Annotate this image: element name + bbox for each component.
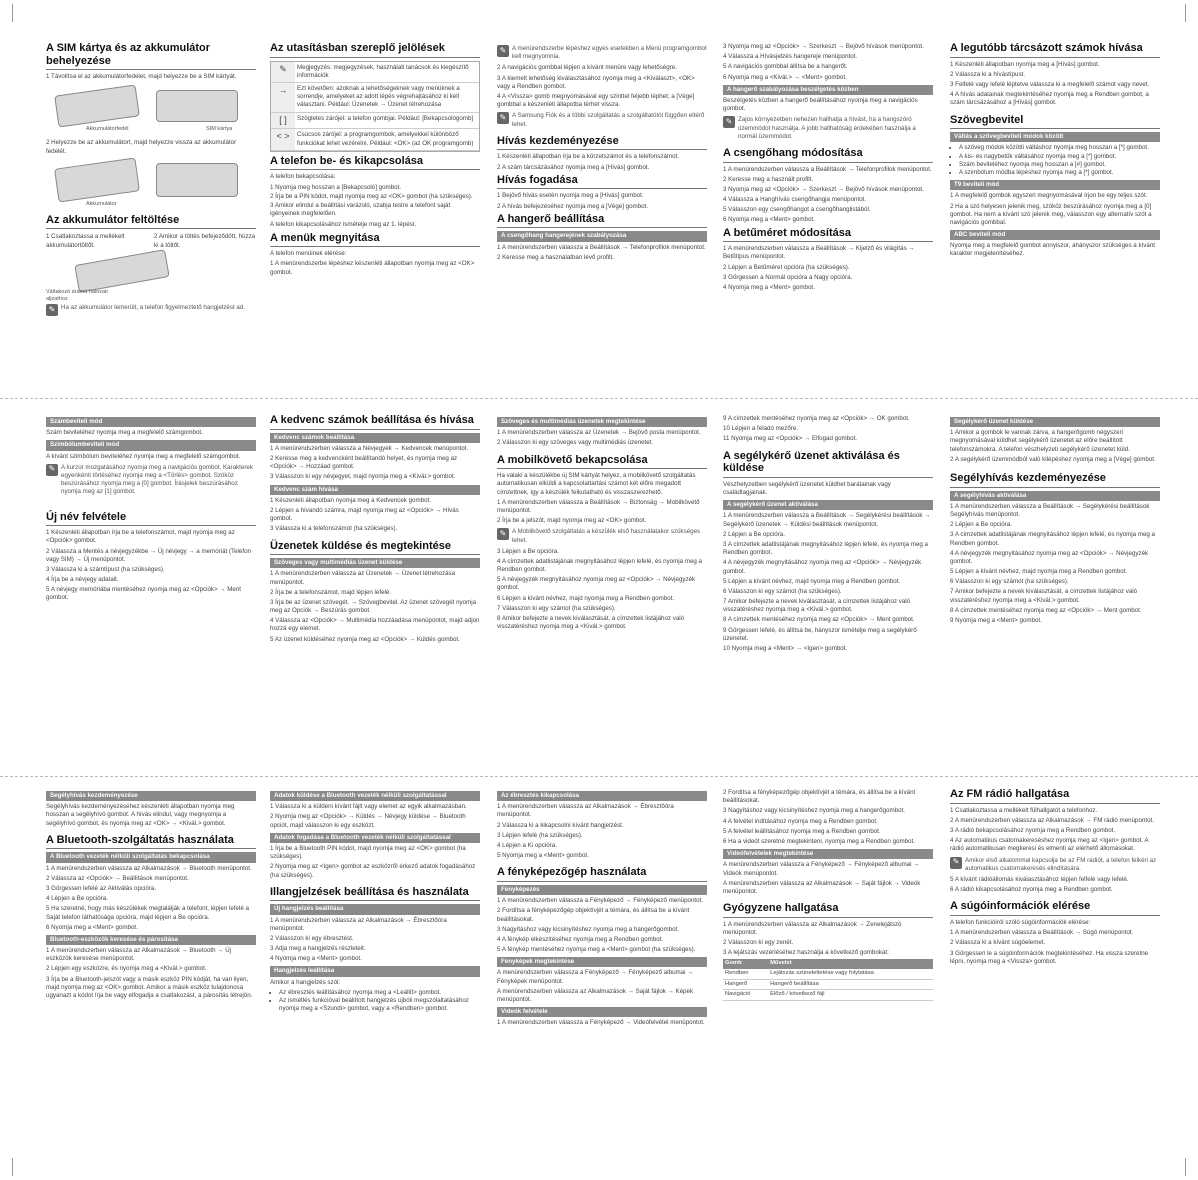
note: ✎ A Mobilkövető szolgáltatás a készülék első használatakor szükséges lehet. — [497, 528, 707, 544]
column-3: ✎ A menürendszerbe lépéshez egyes esetekben a Menü programgombot kell megnyomnia. 2 A navigációs gombbal lépjen a kívánt menüre vagy lehetőségre. 3 A kiemelt lehetőség kiválasztásához nyomja meg a <Kiválaszt>, <OK> vagy a Rendben gombot. 4 A <Vissza> gomb megnyomásával egy szinttel feljebb léphet; a [Vége] gombbal a készenléti állapotba térhet vissza. ✎ A Samsung Fiók és a többi szolgáltatás a szolgáltatótól függően eltérő lehet. Hívás kezdeményezése 1 Készenléti állapotban írja be a körzetszámot és a telefonszámot. 2 A szám tárcsázásához nyomja meg a [Hívás] gombot. Hívás fogadása 1 Bejövő hívás esetén nyomja meg a [Hívás] gombot. 2 A hívás befejezéséhez nyomja meg a [Vége] gombot. A hangerő beállítása A csengőhang hangerejének szabályozása 1 A menürendszerben válassza a Beállítások → Telefonprofilok menüpontot. 2 Keresse meg a használatban lévő profilt. — [497, 45, 707, 261]
column-1: Számbeviteli mód Szám beviteléhez nyomja meg a megfelelő számgombot. Szimbólumbeviteli mód A kívánt szimbólum beviteléhez nyomja meg a megfelelő számgombot. ✎ A kurzor mozgatásához nyomja meg a navigációs gombot. Karakterek egyenkénti törléséhez nyomja meg a <Törlés> gombot. Szóköz beszúrásához nyomja meg a [0] gombot. Írásjelek beszúrásához nyomja meg az [1] gombot. Új név felvétele 1 Készenléti állapotban írja be a telefonszámot, majd nyomja meg az <Opciók> gombot. 2 Válassza a Mentés a névjegyzékbe → Új névjegy → a memóriát (Telefon vagy SIM) → Új menüpontot. 3 Válassza ki a számtípust (ha szükséges). 4 Írja be a névjegy adatait. 5 A névjegy memóriába mentéséhez nyomja meg az <Opciók> → Ment gombot. — [46, 414, 256, 605]
crop-mark — [12, 4, 13, 22]
panel-row-3 — [0, 788, 1198, 1158]
phone-sim-illustration — [156, 90, 238, 122]
column-1: A SIM kártya és az akkumulátor behelyezése 1 Távolítsa el az akkumulátorfedelet, majd helyezze be a SIM kártyát. Akkumulátorfedél SIM kártya 2 Helyezze be az akkumulátort, majd helyezze vissza az akkumulátor fedelét. Akkumulátor Az akkumulátor feltöltése 1 Csatlakoztassa a mellékelt akkumulátortöltőt. 2 Amikor a töltés befejeződött, húzza ki a töltőt. Váltakozó áramú hálózati aljzathoz ✎ Ha az akkumulátor lemerült, a telefon figyelmeztető hangjelzést ad. — [46, 42, 256, 319]
figure-battery: Akkumulátor — [46, 159, 256, 211]
arrow-right-icon: → — [271, 83, 295, 113]
heading-fm-radio: Az FM rádió hallgatása — [950, 788, 1160, 804]
fold-line — [0, 398, 1198, 399]
column-2: Adatok küldése a Bluetooth vezeték nélküli szolgáltatással 1 Válassza ki a küldeni kívánt fájlt vagy elemet az egyik alkalmazásban. 2 Nyomja meg az <Opciók> → Küldés → Névjegy küldése → Bluetooth opciót, majd válasszon ki egy eszközt. Adatok fogadása a Bluetooth vezeték nélküli szolgáltatással 1 Írja be a Bluetooth PIN kódot, majd nyomja meg az <OK> gombot (ha szükséges). 2 Nyomja meg az <Igen> gombot az eszközről érkező adatok fogadásához (ha szükséges). Illangjelzések beállítása és használata Új hangjelzés beállítása 1 A menürendszerben válassza az Alkalmazások → Ébresztőóra menüpontot. 2 Válasszon ki egy ébresztést. 3 Adja meg a hangjelzés részleteit. 4 Nyomja meg a <Ment> gombot. Hangjelzés leállítása Amikor a hangjelzés szól: • Az ébresztés leállításához nyomja meg a <Leállít> gombot. • Az ismétlés funkcióval beállított hangjelzés újbóli megszólaltatásához nyomja meg a <Szundi> gombot, vagy a <Rendben> gombot. — [270, 788, 480, 1016]
heading-recent-calls: A legutóbb tárcsázott számok hívása — [950, 42, 1160, 58]
heading-mobile-tracker: A mobilkövető bekapcsolása — [497, 454, 707, 470]
heading-symbols: Az utasításban szereplő jelölések — [270, 42, 480, 58]
note: ✎ A menürendszerbe lépéshez egyes esetekben a Menü programgombot kell megnyomnia. — [497, 45, 707, 61]
note-icon: ✎ — [497, 112, 509, 124]
panel-row-1 — [0, 42, 1198, 392]
note: ✎ Zajos környezetben nehezen hallhatja a hívást, ha a hangszóró üzemmódot használja. A jobb hallhatóság érdekében használja a normál üzemmódot. — [723, 116, 933, 141]
heading-font-size: A betűméret módosítása — [723, 227, 933, 243]
note-icon: ✎ — [46, 464, 58, 476]
crop-mark — [1185, 4, 1186, 22]
angle-bracket-icon: < > — [271, 129, 295, 150]
column-3: Az ébresztés kikapcsolása 1 A menürendszerben válassza az Alkalmazások → Ébresztőóra menüpontot. 2 Válassza ki a kikapcsolni kívánt hangjelzést. 3 Lépjen lefelé (ha szükséges). 4 Lépjen a Ki opcióra. 5 Nyomja meg a <Ment> gombot. A fényképezőgép használata Fényképezés 1 A menürendszerben válassza a Fényképező → Fényképező menüpontot. 2 Fordítsa a fényképezőgép objektívjét a témára, és állítsa be a kívánt beállításokat. 3 Nagyításhoz vagy kicsinyítéshez nyomja meg a hangerőgombot. 4 A fénykép elkészítéséhez nyomja meg a Rendben gombot. 5 A fénykép mentéséhez nyomja meg a <Ment> gombot (ha szükséges). Fényképek megtekintése A menürendszerben válassza a Fényképező → Fényképező albumai → Fényképek menüpontot. A menürendszerben válassza az Alkalmazások → Saját fájlok → Képek menüpontot. Videók felvétele 1 A menürendszerben válassza a Fényképező → Videófelvétel menüpontot. — [497, 788, 707, 1030]
column-4: 9 A címzettek mentéséhez nyomja meg az <Opciók> → OK gombot. 10 Lépjen a feladó mezőre. 11 Nyomja meg az <Opciók> → Elfogad gombot. A segélykérő üzenet aktiválása és küldése Vészhelyzetben segélykérő üzenetet küldhet barátainak vagy családtagjainak. A segélykérő üzenet aktiválása 1 A menürendszerben válassza a Beállítások → Segélykérési beállítások → Segélykérő üzenetek → Küldési beállítások menüpontot. 2 Lépjen a Be opcióra. 3 A címzettek adatlistájának megnyitásához lépjen lefelé, és nyomja meg a Rendben gombot. 4 A névjegyzék megnyitásához nyomja meg az <Opciók> → Névjegyzék gombot. 5 Lépjen a kívánt névhez, majd nyomja meg a Rendben gombot. 6 Válasszon ki egy számot (ha szükséges). 7 Amikor befejezte a nevek kiválasztását, a címzettek listájához való visszatéréshez nyomja meg a <Kivál.> gombot. 8 A címzettek mentéséhez nyomja meg az <Opciók> → Ment gombot. 9 Görgessen lefelé, és állítsa be, hányszor ismételje meg a segélykérő üzenetet. 10 Nyomja meg a <Ment> → <Igen> gombot. — [723, 414, 933, 655]
note-icon: ✎ — [497, 45, 509, 57]
column-5: Az FM rádió hallgatása 1 Csatlakoztassa a mellékelt fülhallgatót a telefonhoz. 2 A menürendszerben válassza az Alkalmazások → FM rádió menüpontot. 3 A rádió bekapcsolásához nyomja meg a Rendben gombot. 4 Az automatikus csatornakereséshez nyomja meg az <Igen> gombot. A rádió automatikusan megkeresi és elmenti az elérhető állomásokat. ✎ Amikor első alkalommal kapcsolja be az FM rádiót, a telefon felkéri az automatikus csatornakeresés elindítására. 5 A kívánt rádióállomás kiválasztásához lépjen felfelé vagy lefelé. 6 A rádió kikapcsolásához nyomja meg a Rendben gombot. A súgóinformációk elérése A telefon funkcióiról szóló súgóinformációk elérése: 1 A menürendszerben válassza a Beállítások → Súgó menüpontot. 2 Válassza ki a kívánt súgóelemet. 3 Görgessen le a súgóinformációk megtekintéséhez. Ha vissza szeretne lépni, nyomja meg a <Vissza> gombot. — [950, 788, 1160, 968]
heading-call: Hívás kezdeményezése — [497, 135, 707, 151]
column-4: 2 Fordítsa a fényképezőgép objektívjét a témára, és állítsa be a kívánt beállításokat. 3 Nagyításhoz vagy kicsinyítéshez nyomja meg a hangerőgombot. 4 A felvétel indításához nyomja meg a Rendben gombot. 5 A felvétel leállításához nyomja meg a Rendben gombot. 6 Ha a videót szeretné megtekinteni, nyomja meg a Rendben gombot. Videófelvételek megtekintése A menürendszerben válassza a Fényképező → Fényképező albumai → Videók menüpontot. A menürendszerben válassza az Alkalmazások → Saját fájlok → Videók menüpontot. Gyógyzene hallgatása 1 A menürendszerben válassza az Alkalmazások → Zenelejátszó menüpontot. 2 Válasszon ki egy zenét. 3 A lejátszás vezérléséhez használja a következő gombokat: Gomb Művelet Rendben Lejátszás szüneteltetése vagy folytatása Hangerő Hangerő beállítása Navigáció Előző / következő fájl — [723, 788, 933, 1001]
note-icon: ✎ — [46, 304, 58, 316]
heading-emergency-call: Segélyhívás kezdeményezése — [950, 472, 1160, 488]
crop-mark — [1185, 1158, 1186, 1176]
music-keys-table: Gomb Művelet Rendben Lejátszás szüneteltetése vagy folytatása Hangerő Hangerő beállítása Navigáció Előző / következő fájl — [723, 959, 933, 1001]
heading-help: A súgóinformációk elérése — [950, 900, 1160, 916]
heading-volume: A hangerő beállítása — [497, 213, 707, 229]
crop-mark — [12, 1158, 13, 1176]
heading-answer: Hívás fogadása — [497, 174, 707, 190]
heading-sos-message: A segélykérő üzenet aktiválása és küldése — [723, 450, 933, 478]
note: ✎ A kurzor mozgatásához nyomja meg a navigációs gombot. Karakterek egyenkénti törléséhez nyomja meg a <Törlés> gombot. Szóköz beszúrásához nyomja meg a [0] gombot. Írásjelek beszúrásához nyomja meg az [1] gombot. — [46, 464, 256, 497]
heading-music: Gyógyzene hallgatása — [723, 902, 933, 918]
column-2: Az utasításban szereplő jelölések ✎ Megjegyzés: megjegyzések, használati tanácsok és kiegészítő információk → Ezt követően: azoknak a lehetőségeknek vagy menüknek a sorrendje, amelyeket az adott lépés végrehajtásához ki kell választani. Például: Üzenetek → Üzenet létrehozása [ ] Szögletes zárójel: a telefon gombjai. Például: [Bekapcsológomb] < > Csúcsos zárójel: a programgombok, amelyekkel különböző funkciókat lehet vezérelni. Például: <OK> (az OK programgomb) A telefon be- és kikapcsolása A telefon bekapcsolása: 1 Nyomja meg hosszan a [Bekapcsoló] gombot. 2 Írja be a PIN kódot, majd nyomja meg az <OK> gombot (ha szükséges). 3 Amikor elindul a beállítási varázsló, szabja testre a telefont saját igényeinek megfelelően. A telefon kikapcsolásához ismételje meg az 1. lépést. A menük megnyitása A telefon menüinek elérése: 1 A menürendszerbe lépéshez készenléti állapotban nyomja meg az <OK> gombot. — [270, 42, 480, 279]
heading-text-input: Szövegbevitel — [950, 114, 1160, 130]
note-icon: ✎ — [723, 116, 735, 128]
heading-power: A telefon be- és kikapcsolása — [270, 155, 480, 171]
note-icon: ✎ — [497, 528, 509, 540]
table-row: Hangerő Hangerő beállítása — [723, 979, 933, 990]
phone-battery-illustration — [54, 157, 140, 202]
note: ✎ A Samsung Fiók és a többi szolgáltatás a szolgáltatótól függően eltérő lehet. — [497, 112, 707, 128]
heading-bluetooth: A Bluetooth-szolgáltatás használata — [46, 834, 256, 850]
column-2: A kedvenc számok beállítása és hívása Kedvenc számok beállítása 1 A menürendszerben válassza a Névjegyek → Kedvencek menüpontot. 2 Keresse meg a kedvencként beállítandó helyet, és nyomja meg az <Opciók> → Hozzáad gombot. 3 Válasszon ki egy névjegyet, majd nyomja meg a <Kivál.> gombot. Kedvenc szám hívása 1 Készenléti állapotban nyomja meg a Kedvencek gombot. 2 Lépjen a hívandó számra, majd nyomja meg az <Opciók> → Hívás gombot. 3 Válassza ki a telefonszámot (ha szükséges). Üzenetek küldése és megtekintése Szöveges vagy multimédiás üzenet küldése 1 A menürendszerben válassza az Üzenetek → Üzenet létrehozása menüpontot. 2 Írja be a telefonszámot, majd lépjen lefelé. 3 Írja be az üzenet szövegét. → Szövegbevitel. Az üzenet szövegét nyomja meg az Opciók → Beszúrás gombot. 4 Válassza az <Opciók> → Multimédia hozzáadása menüpontot, majd adjon hozzá egy elemet. 5 Az üzenet küldéséhez nyomja meg az <Opciók> → Küldés gombot. — [270, 414, 480, 643]
heading-menus: A menük megnyitása — [270, 232, 480, 248]
heading-charge: Az akkumulátor feltöltése — [46, 214, 256, 230]
heading-favorites: A kedvenc számok beállítása és hívása — [270, 414, 480, 430]
symbols-table: ✎ Megjegyzés: megjegyzések, használati tanácsok és kiegészítő információk → Ezt követően: azoknak a lehetőségeknek vagy menüknek a sorrendje, amelyeket az adott lépés végrehajtásához ki kell választani. Például: Üzenetek → Üzenet létrehozása [ ] Szögletes zárójel: a telefon gombjai. Például: [Bekapcsológomb] < > Csúcsos zárójel: a programgombok, amelyekkel különböző funkciókat lehet vezérelni. Például: <OK> (az OK programgomb) — [270, 61, 480, 152]
column-1: Segélyhívás kezdeményezése Segélyhívás kezdeményezéséhez készenléti állapotban nyomja meg hosszan a segélyhívó gombot. A hívás elindul, vagy megnyomja a segélyhívó gombot, és nyomja meg az <OK> → <Kivál.> gombot. A Bluetooth-szolgáltatás használata A Bluetooth vezeték nélküli szolgáltatás bekapcsolása 1 A menürendszerben válassza az Alkalmazások → Bluetooth menüpontot. 2 Válassza az <Opciók> → Beállítások menüpontot. 3 Görgessen lefelé az Aktiválás opcióra. 4 Lépjen a Be opcióra. 5 Ha szeretné, hogy más készülékek megtalálják a telefont, lépjen lefelé a Saját telefon láthatósága opcióra, majd lépjen a Be opcióra. 6 Nyomja meg a <Ment> gombot. Bluetooth-eszközök keresése és párosítása 1 A menürendszerben válassza az Alkalmazások → Bluetooth → Új eszközök keresése menüpontot. 2 Lépjen egy eszközre, és nyomja meg a <Kivál.> gombot. 3 Írja be a Bluetooth-jelszót vagy a másik eszköz PIN kódját, ha van ilyen, majd nyomja meg az <OK> gombot. Amikor a másik eszköz tulajdonosa ugyanazt a kódot írja be vagy elfogadja a csatlakozást, a párosítás létrejön. — [46, 788, 256, 1002]
heading-sim: A SIM kártya és az akkumulátor behelyezése — [46, 42, 256, 70]
column-5: A legutóbb tárcsázott számok hívása 1 Készenléti állapotban nyomja meg a [Hívás] gombot. 2 Válassza ki a hívástípust. 3 Felfelé vagy lefelé léptetve válassza ki a megfelelő számot vagy nevet. 4 A hívás adatainak megtekintéséhez nyomja meg a Rendben gombot, a szám tárcsázásához a [Hívás] gombot. Szövegbevitel Váltás a szövegbeviteli módok között • A szöveg módok közötti váltáshoz nyomja meg hosszan a [*] gombot. • A kis- és nagybetűk váltásához nyomja meg a [*] gombot. • Szám beviteléhez nyomja meg hosszan a [#] gombot. • A szimbólum módba lépéshez nyomja meg a [*] gombot. T9 beviteli mód 1 A megfelelő gombok egyszeri megnyomásával írjon be egy teljes szót. 2 Ha a szó helyesen jelenik meg, szóköz beszúrásához nyomja meg a [0] gombot. Ha nem a kívánt szó jelenik meg, válasszon egy alternatív szót a navigációs gombbal. ABC beviteli mód Nyomja meg a megfelelő gombot annyiszor, ahányszor szükséges a kívánt karakter megjelenítéséhez. — [950, 42, 1160, 261]
column-3: Szöveges és multimédiás üzenetek megtekintése 1 A menürendszerben válassza az Üzenetek → Bejövő posta menüpontot. 2 Válasszon ki egy szöveges vagy multimédiás üzenetet. A mobilkövető bekapcsolása Ha valaki a készülékbe új SIM kártyát helyez, a mobilkövető szolgáltatás automatikusan elküldi a kapcsolattartási számot két előre megadott címzettnek, így a készülék felkutatható és visszaszerezhető. 1 A menürendszerben válassza a Beállítások → Biztonság → Mobilkövető menüpontot. 2 Írja be a jelszót, majd nyomja meg az <OK> gombot. ✎ A Mobilkövető szolgáltatás a készülék első használatakor szükséges lehet. 3 Lépjen a Be opcióra. 4 A címzettek adatlistájának megnyitásához lépjen lefelé, és nyomja meg a Rendben gombot. 5 A névjegyzék megnyitásához nyomja meg az <Opciók> → Névjegyzék gombot. 6 Lépjen a kívánt névhez, majd nyomja meg a Rendben gombot. 7 Válasszon ki egy számot (ha szükséges). 8 Amikor befejezte a nevek kiválasztását, a címzettek listájához való visszatéréshez nyomja meg a <Kivál.> gombot. — [497, 414, 707, 633]
heading-new-contact: Új név felvétele — [46, 511, 256, 527]
phone-cover-illustration — [156, 163, 238, 197]
phone-back-illustration — [54, 85, 140, 128]
fold-line — [0, 776, 1198, 777]
panel-row-2 — [0, 414, 1198, 770]
note: ✎ Amikor első alkalommal kapcsolja be az FM rádiót, a telefon felkéri az automatikus csatornakeresés elindítására. — [950, 857, 1160, 873]
note-icon: ✎ — [271, 62, 295, 83]
table-row: Navigáció Előző / következő fájl — [723, 990, 933, 1001]
heading-ringtone: A csengőhang módosítása — [723, 147, 933, 163]
column-5: Segélykérő üzenet küldése 1 Amikor a gombok le vannak zárva, a hangerőgomb négyszeri megnyomásával küldhet segélykérő üzenetet az előre beállított telefonszámokra. A telefon vészhelyzeti segélykérő üzenetet küld. 2 A segélykérő üzemmódból való kilépéshez nyomja meg a [Vége] gombot. Segélyhívás kezdeményezése A segélyhívás aktiválása 1 A menürendszerben válassza a Beállítások → Segélykérési beállítások Segélyhívás menüpontot. 2 Lépjen a Be opcióra. 3 A címzettek adatlistájának megnyitásához lépjen lefelé, és nyomja meg a Rendben gombot. 4 A névjegyzék megnyitásához nyomja meg az <Opciók> → Névjegyzék gombot. 5 Lépjen a kívánt névhez, majd nyomja meg a Rendben gombot. 6 Válasszon ki egy számot (ha szükséges). 7 Amikor befejezte a nevek kiválasztását, a címzettek listájához való visszatéréshez nyomja meg a <Kivál.> gombot. 8 A címzettek mentéséhez nyomja meg az <Opciók> → Ment gombot. 9 Nyomja meg a <Ment> gombot. — [950, 414, 1160, 627]
figure-sim: Akkumulátorfedél SIM kártya — [46, 84, 256, 136]
heading-camera: A fényképezőgép használata — [497, 866, 707, 882]
table-row: Rendben Lejátszás szüneteltetése vagy folytatása — [723, 969, 933, 979]
column-4: 3 Nyomja meg az <Opciók> → Szerkeszt → Bejövő hívások menüpontot. 4 Válassza a Hívásjelzés hangereje menüpontot. 5 A navigációs gombbal állítsa be a hangerőt. 6 Nyomja meg a <Kivál.> → <Ment> gombot. A hangerő szabályozása beszélgetés közben Beszélgetés közben a hangerő beállításához nyomja meg a navigációs gombot. ✎ Zajos környezetben nehezen hallhatja a hívást, ha a hangszóró üzemmódot használja. A jobb hallhatóság érdekében használja a normál üzemmódot. A csengőhang módosítása 1 A menürendszerben válassza a Beállítások → Telefonprofilok menüpontot. 2 Keresse meg a használt profilt. 3 Nyomja meg az <Opciók> → Szerkeszt → Bejövő hívások menüpontot. 4 Válassza a Hanghívás csengőhangja menüpontot. 5 Válasszon egy csengőhangot a csengőhanglistából. 6 Nyomja meg a <Ment> gombot. A betűméret módosítása 1 A menürendszerben válassza a Beállítások → Kijelző és világítás → Betűtípus menüpontot. 2 Lépjen a Betűméret opcióra (ha szükséges). 3 Görgessen a Normál opcióra a Nagy opcióra. 4 Nyomja meg a <Ment> gombot. — [723, 43, 932, 292]
figure-charger: Váltakozó áramú hálózati aljzathoz — [46, 255, 256, 301]
square-bracket-icon: [ ] — [271, 113, 295, 130]
heading-messages: Üzenetek küldése és megtekintése — [270, 540, 480, 556]
note: ✎ Ha az akkumulátor lemerült, a telefon figyelmeztető hangjelzést ad. — [46, 304, 256, 316]
heading-alarms: Illangjelzések beállítása és használata — [270, 886, 480, 902]
phone-charger-illustration — [74, 249, 169, 293]
note-icon: ✎ — [950, 857, 962, 869]
